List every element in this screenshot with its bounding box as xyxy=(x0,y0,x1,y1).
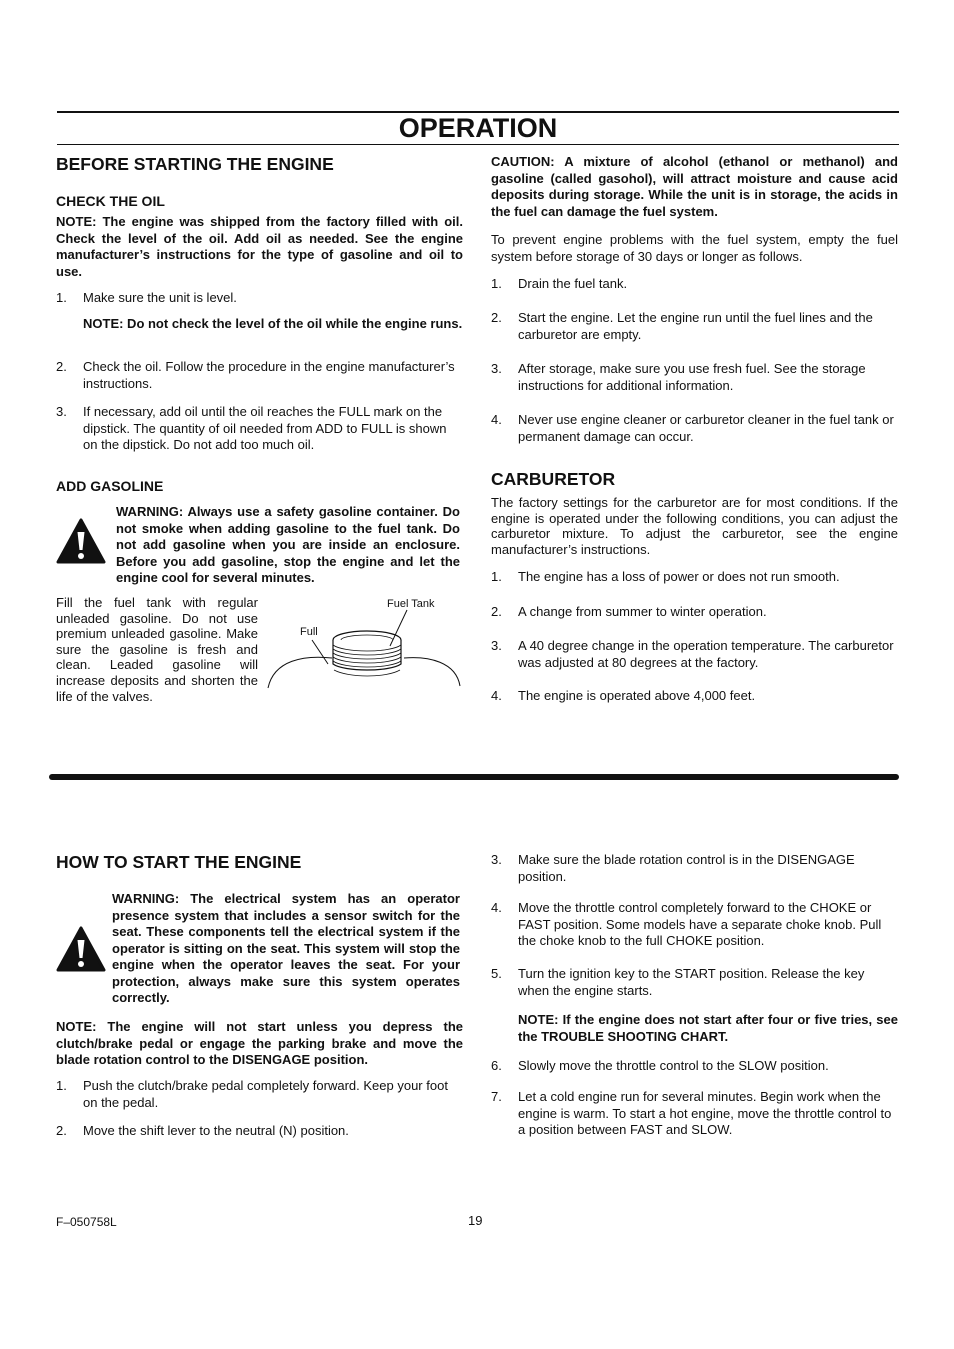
before-starting-heading: BEFORE STARTING THE ENGINE xyxy=(56,154,334,174)
check-oil-note: NOTE: The engine was shipped from the factory filled with oil. Check the level of the oil. Add oil as needed. See the engine manufacturer’s instructions for the type of gasoline and oil to use. xyxy=(56,214,463,279)
full-label: Full xyxy=(300,626,318,638)
check-oil-heading: CHECK THE OIL xyxy=(56,193,165,209)
operator-presence-warning: WARNING: The electrical system has an operator presence system that includes a sensor switch for the seat. These components tell the electrical system if the operator is sitting on the seat. This system will stop the engine when the operator leaves the seat. For your protection, always make sure this system operates correctly. xyxy=(112,891,460,1005)
warning-triangle-icon xyxy=(56,518,106,564)
start-note: NOTE: The engine will not start unless you depress the clutch/brake pedal or engage the parking brake and move the blade rotation control to the DISENGAGE position. xyxy=(56,1019,463,1067)
section-divider xyxy=(49,774,899,780)
fuel-tank-illustration xyxy=(264,600,464,690)
gasoline-warning: WARNING: Always use a safety gasoline container. Do not smoke when adding gasoline to the fuel tank. Do not add gasoline when you are inside an enclosure. Before you add gasoline, stop the engine and let the engine cool for several minutes. xyxy=(116,504,460,585)
oil-level-note: NOTE: Do not check the level of the oil while the engine runs. xyxy=(83,316,463,331)
page-number: 19 xyxy=(468,1213,483,1228)
gasohol-caution: CAUTION: A mixture of alcohol (ethanol or methanol) and gasoline (called gasohol), will attract moisture and cause acid deposits during storage. While the unit is in storage, the acids in the fuel can damage the fuel system. xyxy=(491,154,898,219)
carburetor-intro: The factory settings for the carburetor are for most conditions. If the engine is operated under the following conditions, you can adjust the carburetor mixture. To adjust the carburetor, see the engine manufacturer’s instructions. xyxy=(491,495,898,557)
add-gasoline-heading: ADD GASOLINE xyxy=(56,478,164,494)
how-to-start-heading: HOW TO START THE ENGINE xyxy=(56,852,302,872)
page-title: OPERATION xyxy=(398,113,558,143)
title-rule xyxy=(57,144,899,145)
fuel-tank-label: Fuel Tank xyxy=(387,598,435,610)
trouble-shooting-note: NOTE: If the engine does not start after four or five tries, see the TROUBLE SHOOTING CHART. xyxy=(518,1012,898,1044)
warning-triangle-icon xyxy=(56,926,106,972)
storage-intro: To prevent engine problems with the fuel system, empty the fuel system before storage of 30 days or longer as follows. xyxy=(491,232,898,264)
gasoline-body: Fill the fuel tank with regular unleaded gasoline. Do not use premium unleaded gasoline. Make sure the gasoline is fresh and clean. Leaded gasoline will increase deposits and shorten the life of the valves. xyxy=(56,595,258,704)
document-code: F–050758L xyxy=(56,1215,117,1229)
carburetor-heading: CARBURETOR xyxy=(491,469,616,489)
